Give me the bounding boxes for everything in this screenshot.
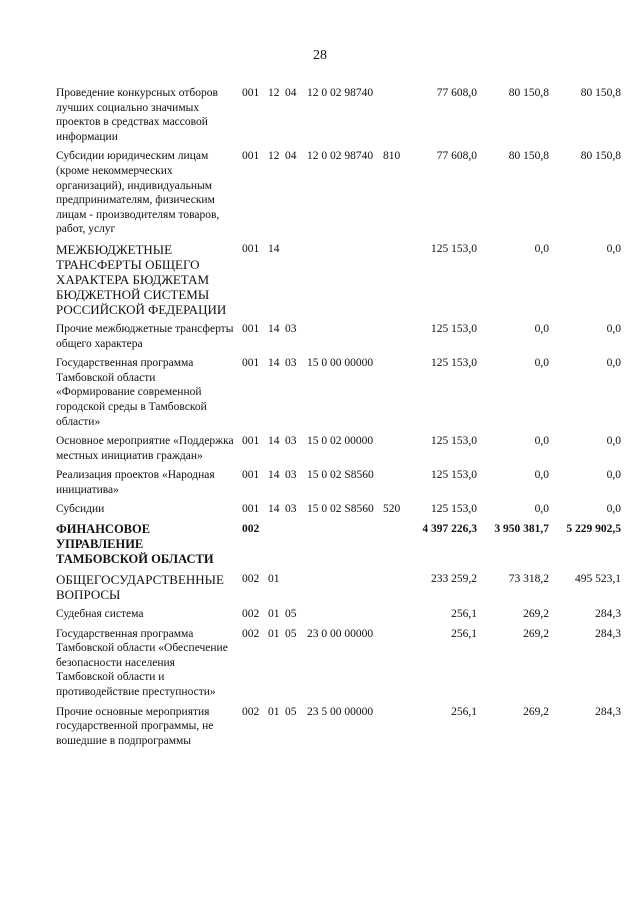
- target-article-code: 15 0 02 S8560: [307, 469, 374, 482]
- amount-year-3: 0,0: [606, 322, 621, 335]
- expense-type-code: 520: [383, 503, 401, 516]
- amount-year-2: 0,0: [534, 469, 549, 482]
- amount-year-1: 4 397 226,3: [422, 523, 477, 536]
- subsection-code: 03: [285, 503, 297, 516]
- target-article-code: [307, 572, 383, 607]
- expense-type-code: [383, 322, 405, 356]
- amount-year-2: 73 318,2: [508, 573, 549, 586]
- target-article-code: 15 0 00 00000: [307, 357, 374, 370]
- table-row: [56, 607, 621, 627]
- target-article-code: 12 0 02 98740: [307, 87, 374, 99]
- row-name: Субсидии юридическим лицам (кроме некоммерческих организаций), индивидуальным предпринимателям, физическим лицам - производителям товаров, работ, услуг: [56, 150, 220, 236]
- amount-year-3: 5 229 902,5: [566, 523, 621, 536]
- section-code: 14: [268, 322, 280, 335]
- ministry-code: 002: [242, 608, 260, 621]
- row-name: Государственная программа Тамбовской области «Формирование современной городской среды в Тамбовской области»: [56, 357, 207, 428]
- subsection-code: 04: [285, 150, 297, 163]
- budget-table: [56, 86, 621, 753]
- table-row: [56, 468, 621, 502]
- amount-year-2: 80 150,8: [508, 150, 549, 163]
- row-name: Прочие межбюджетные трансферты общего характера: [56, 322, 234, 350]
- target-article-code: 15 0 02 S8560: [307, 503, 374, 516]
- target-article-code: [307, 322, 383, 356]
- table-row: [56, 149, 621, 242]
- table-row: [56, 322, 621, 356]
- amount-year-2: 269,2: [523, 705, 549, 718]
- subsection-code: 03: [285, 469, 297, 482]
- target-article-code: [307, 607, 383, 627]
- row-name: Субсидии: [56, 503, 105, 516]
- subsection-code: 05: [285, 705, 297, 718]
- amount-year-1: 256,1: [451, 608, 477, 621]
- table-row: [56, 502, 621, 522]
- ministry-code: 001: [242, 469, 260, 482]
- ministry-code: 001: [242, 503, 260, 516]
- amount-year-2: 0,0: [534, 242, 549, 255]
- subsection-code: [282, 242, 307, 322]
- subsection-code: 04: [285, 87, 297, 99]
- target-article-code: [307, 522, 383, 572]
- target-article-code: 23 5 00 00000: [307, 705, 374, 718]
- row-name: ФИНАНСОВОЕ УПРАВЛЕНИЕ ТАМБОВСКОЙ ОБЛАСТИ: [56, 522, 214, 567]
- row-name: Проведение конкурсных отборов лучших социально значимых проектов в средствах массовой информации: [56, 87, 218, 143]
- ministry-code: 001: [242, 357, 260, 370]
- amount-year-3: 0,0: [606, 357, 621, 370]
- table-row: [56, 86, 621, 149]
- ministry-code: 001: [242, 150, 260, 163]
- ministry-code: 001: [242, 322, 260, 335]
- expense-type-code: [383, 572, 405, 607]
- subsection-code: 03: [285, 435, 297, 448]
- section-code: 14: [268, 469, 280, 482]
- amount-year-2: 269,2: [523, 627, 549, 640]
- amount-year-3: 0,0: [606, 435, 621, 448]
- amount-year-1: 233 259,2: [431, 573, 477, 586]
- expense-type-code: [383, 356, 405, 434]
- table-row: [56, 522, 621, 572]
- amount-year-3: 284,3: [595, 705, 621, 718]
- row-name: Государственная программа Тамбовской области «Обеспечение безопасности населения Тамбовской области и противодействие преступности»: [56, 627, 228, 699]
- row-name: ОБЩЕГОСУДАРСТВЕННЫЕ ВОПРОСЫ: [56, 572, 224, 603]
- ministry-code: 001: [242, 435, 260, 448]
- subsection-code: 05: [285, 627, 297, 640]
- section-code: [268, 522, 282, 572]
- expense-type-code: [383, 607, 405, 627]
- expense-type-code: 810: [383, 150, 401, 163]
- table-row: [56, 356, 621, 434]
- amount-year-3: 80 150,8: [580, 87, 621, 99]
- row-name: Прочие основные мероприятия государственной программы, не вошедшие в подпрограммы: [56, 705, 214, 747]
- amount-year-1: 125 153,0: [431, 242, 477, 255]
- amount-year-2: 80 150,8: [508, 87, 549, 99]
- amount-year-3: 80 150,8: [580, 150, 621, 163]
- amount-year-1: 125 153,0: [431, 469, 477, 482]
- row-name: Основное мероприятие «Поддержка местных инициатив граждан»: [56, 435, 234, 462]
- row-name: МЕЖБЮДЖЕТНЫЕ ТРАНСФЕРТЫ ОБЩЕГО ХАРАКТЕРА БЮДЖЕТАМ БЮДЖЕТНОЙ СИСТЕМЫ РОССИЙСКОЙ ФЕДЕРАЦИИ: [56, 241, 227, 317]
- section-code: 12: [268, 150, 280, 163]
- ministry-code: 002: [242, 573, 260, 586]
- amount-year-1: 77 608,0: [436, 150, 477, 163]
- section-code: 12: [268, 87, 280, 99]
- amount-year-2: 0,0: [534, 322, 549, 335]
- section-code: 01: [268, 627, 280, 640]
- target-article-code: 23 0 00 00000: [307, 627, 374, 640]
- expense-type-code: [383, 434, 405, 468]
- amount-year-3: 284,3: [595, 627, 621, 640]
- ministry-code: 002: [242, 627, 260, 640]
- target-article-code: 15 0 02 00000: [307, 435, 374, 448]
- amount-year-2: 3 950 381,7: [494, 523, 549, 536]
- section-code: 14: [268, 242, 280, 255]
- amount-year-3: 495 523,1: [575, 573, 621, 586]
- ministry-code: 002: [242, 705, 260, 718]
- amount-year-3: 0,0: [606, 469, 621, 482]
- table-row: [56, 242, 621, 322]
- table-row: [56, 434, 621, 468]
- amount-year-3: 284,3: [595, 608, 621, 621]
- amount-year-2: 0,0: [534, 503, 549, 516]
- amount-year-1: 125 153,0: [431, 322, 477, 335]
- amount-year-1: 256,1: [451, 627, 477, 640]
- expense-type-code: [383, 242, 405, 322]
- amount-year-1: 125 153,0: [431, 357, 477, 370]
- amount-year-1: 125 153,0: [431, 435, 477, 448]
- expense-type-code: [383, 468, 405, 502]
- subsection-code: 03: [285, 322, 297, 335]
- table-row: [56, 572, 621, 607]
- subsection-code: [282, 522, 307, 572]
- amount-year-1: 125 153,0: [431, 503, 477, 516]
- page-number: 28: [313, 48, 327, 63]
- amount-year-3: 0,0: [606, 503, 621, 516]
- section-code: 14: [268, 435, 280, 448]
- section-code: 14: [268, 357, 280, 370]
- expense-type-code: [383, 627, 405, 705]
- amount-year-2: 0,0: [534, 357, 549, 370]
- amount-year-2: 269,2: [523, 608, 549, 621]
- amount-year-1: 256,1: [451, 705, 477, 718]
- subsection-code: 03: [285, 357, 297, 370]
- expense-type-code: [383, 705, 405, 754]
- subsection-code: 05: [285, 608, 297, 621]
- section-code: 01: [268, 573, 280, 586]
- section-code: 14: [268, 503, 280, 516]
- ministry-code: 002: [242, 523, 260, 536]
- ministry-code: 001: [242, 242, 260, 255]
- table-row: [56, 705, 621, 754]
- amount-year-3: 0,0: [606, 242, 621, 255]
- amount-year-2: 0,0: [534, 435, 549, 448]
- section-code: 01: [268, 705, 280, 718]
- expense-type-code: [383, 522, 405, 572]
- expense-type-code: [383, 86, 405, 149]
- row-name: Реализация проектов «Народная инициатива»: [56, 469, 215, 496]
- table-row: [56, 627, 621, 705]
- row-name: Судебная система: [56, 608, 144, 621]
- target-article-code: [307, 242, 383, 322]
- ministry-code: 001: [242, 87, 260, 99]
- amount-year-1: 77 608,0: [436, 87, 477, 99]
- subsection-code: [282, 572, 307, 607]
- section-code: 01: [268, 608, 280, 621]
- target-article-code: 12 0 02 98740: [307, 150, 374, 163]
